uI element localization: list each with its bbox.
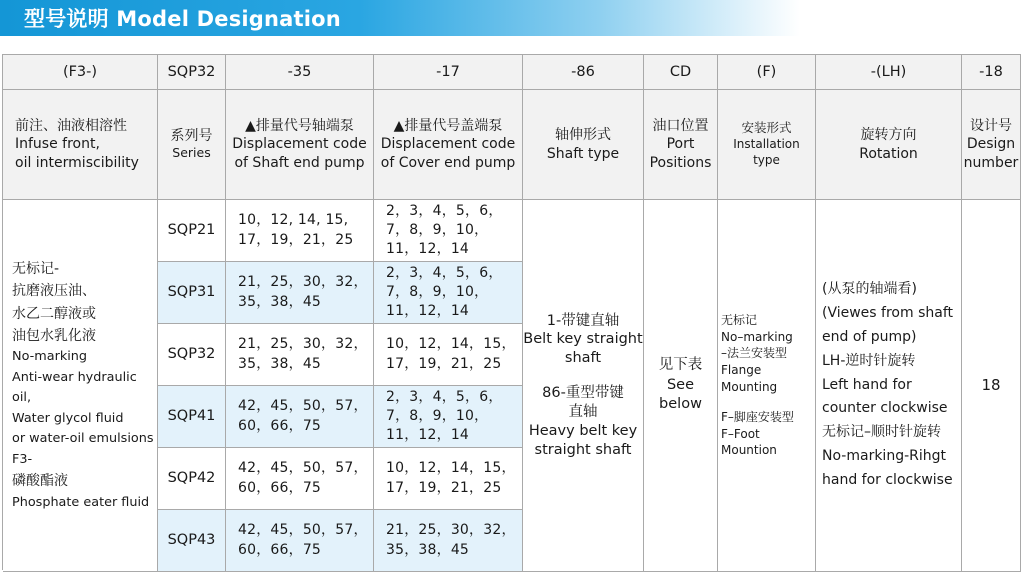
header-shaft-type-cn: 轴伸形式: [555, 127, 611, 144]
header-fluid-en1: Infuse front,: [15, 136, 100, 153]
fluid-line: 油包水乳化液: [12, 328, 96, 345]
header-design-number: [962, 90, 1021, 200]
header-port-en2: Positions: [649, 154, 712, 171]
install-line: F–脚座安装型: [721, 410, 794, 425]
header-fluid: [3, 90, 158, 200]
install-line: –法兰安装型: [721, 346, 788, 361]
series-cell: SQP31: [158, 262, 226, 324]
cover-displacement-cell: [374, 510, 523, 572]
header-rotation: [816, 90, 962, 200]
header-installation-type: [718, 90, 816, 200]
header-cover-displacement: [374, 90, 523, 200]
design-number-value: 18: [962, 200, 1021, 572]
fluid-line: 无标记-: [12, 260, 60, 277]
cover-displacement-cell: [374, 324, 523, 386]
code-design-number: -18: [962, 55, 1021, 90]
header-cover-disp-cn: ▲排量代号盖端泵: [393, 117, 503, 134]
shaft-displacement-cell: [226, 386, 374, 448]
header-port-cn: 油口位置: [652, 117, 709, 134]
shaft-type-options: [523, 200, 644, 572]
rotation-line: LH-逆时针旋转: [822, 352, 916, 369]
install-line: 无标记: [721, 313, 758, 328]
value-line: 60，66，75: [238, 417, 322, 434]
model-designation-table: [2, 54, 1021, 570]
code-series: SQP32: [158, 55, 226, 90]
value-line: 17，19，21，25: [386, 355, 502, 372]
series-cell: SQP42: [158, 448, 226, 510]
shaft-type-line: 1-带键直轴: [546, 312, 620, 329]
value-line: 2，3，4，5，6，: [386, 202, 503, 219]
value-line: 35，38，45: [386, 541, 470, 558]
header-rotation-cn: 旋转方向: [860, 127, 917, 144]
header-fluid-en2: oil intermiscibility: [15, 154, 139, 171]
code-port-position: CD: [644, 55, 718, 90]
header-design-en1: Design: [966, 136, 1016, 153]
shaft-type-line: Belt key straight: [523, 331, 643, 348]
port-line: See: [666, 376, 695, 393]
port-line: below: [659, 396, 702, 413]
header-design-en2: number: [963, 154, 1019, 171]
fluid-options: [3, 200, 158, 572]
value-line: 60，66，75: [238, 541, 322, 558]
series-cell: SQP21: [158, 200, 226, 262]
code-shaft-type: -86: [523, 55, 644, 90]
header-cover-disp-en1: Displacement code: [380, 136, 516, 153]
rotation-options: [816, 200, 962, 572]
rotation-line: hand for clockwise: [822, 471, 953, 488]
value-line: 21，25，30，32，: [238, 336, 368, 353]
port-positions-note: [644, 200, 718, 572]
value-line: 17，19，21，25: [386, 479, 502, 496]
series-cell: SQP43: [158, 510, 226, 572]
title-banner: [0, 0, 800, 36]
rotation-line: end of pump): [822, 329, 917, 345]
value-line: 10，12, 14, 15,: [238, 212, 349, 229]
cover-displacement-cell: [374, 262, 523, 324]
header-fluid-cn: 前注、油液相溶性: [15, 117, 127, 134]
value-line: 35，38，45: [238, 355, 322, 372]
header-install-en: Installation type: [733, 136, 800, 167]
shaft-type-line: Heavy belt key: [528, 422, 638, 439]
shaft-displacement-cell: [226, 200, 374, 262]
shaft-type-line: straight shaft: [534, 441, 632, 458]
fluid-line: F3-: [12, 451, 33, 467]
value-line: 2，3，4，5，6，: [386, 264, 503, 281]
series-cell: SQP41: [158, 386, 226, 448]
header-series-cn: 系列号: [170, 128, 213, 145]
install-line: F–Foot Mountion: [721, 426, 777, 458]
cover-displacement-cell: [374, 448, 523, 510]
header-series-en: Series: [172, 145, 211, 161]
header-shaft-type-en: Shaft type: [546, 145, 620, 162]
spacer: [721, 395, 815, 409]
value-line: 21，25，30，32，: [238, 274, 368, 291]
rotation-line: 无标记–顺时针旋转: [822, 424, 941, 441]
value-line: 7，8，9，10，: [386, 407, 489, 424]
value-line: 7，8，9，10，: [386, 221, 489, 238]
shaft-type-line: 86-重型带键: [542, 385, 624, 402]
rotation-line: (Viewes from shaft: [822, 305, 953, 322]
header-install-cn: 安装形式: [741, 120, 792, 136]
code-shaft-displacement: -35: [226, 55, 374, 90]
fluid-line: 磷酸酯液: [12, 473, 68, 490]
header-port-positions: [644, 90, 718, 200]
fluid-line: 水乙二醇液或: [12, 305, 96, 322]
header-shaft-displacement: [226, 90, 374, 200]
shaft-displacement-cell: [226, 324, 374, 386]
page-title: 型号说明 Model Designation: [24, 7, 341, 31]
value-line: 42，45，50，57，: [238, 522, 368, 539]
header-cover-disp-en2: of Cover end pump: [380, 154, 516, 171]
header-shaft-disp-en2: of Shaft end pump: [234, 154, 365, 171]
value-line: 42，45，50，57，: [238, 460, 368, 477]
header-shaft-disp-cn: ▲排量代号轴端泵: [245, 117, 354, 134]
shaft-type-line: 直轴: [568, 403, 598, 420]
fluid-line: No-marking: [12, 349, 88, 365]
cover-displacement-cell: [374, 386, 523, 448]
series-cell: SQP32: [158, 324, 226, 386]
value-line: 17，19，21，25: [238, 231, 354, 248]
install-line: No–marking: [721, 329, 793, 344]
port-line: 见下表: [658, 357, 703, 374]
rotation-line: (从泵的轴端看): [822, 281, 917, 298]
rotation-line: Left hand for: [822, 376, 912, 393]
install-line: Flange Mounting: [721, 362, 778, 394]
code-rotation: -(LH): [816, 55, 962, 90]
value-line: 11，12，14: [386, 303, 470, 320]
value-line: 10，12，14，15，: [386, 336, 516, 353]
header-series: [158, 90, 226, 200]
value-line: 10，12，14，15，: [386, 460, 516, 477]
shaft-displacement-cell: [226, 448, 374, 510]
code-fluid: (F3-): [3, 55, 158, 90]
header-shaft-type: [523, 90, 644, 200]
value-line: 42，45，50，57，: [238, 398, 368, 415]
code-installation: (F): [718, 55, 816, 90]
value-line: 11，12，14: [386, 427, 470, 444]
fluid-line: or water-oil emulsions: [12, 431, 154, 447]
shaft-displacement-cell: [226, 262, 374, 324]
fluid-line: Phosphate eater fluid: [12, 494, 150, 510]
fluid-line: Water glycol fluid: [12, 410, 124, 426]
installation-options: [718, 200, 816, 572]
fluid-line: Anti-wear hydraulic oil,: [12, 369, 137, 406]
value-line: 2，3，4，5，6，: [386, 388, 503, 405]
rotation-line: counter clockwise: [822, 400, 948, 417]
header-rotation-en: Rotation: [859, 145, 918, 162]
value-line: 35，38，45: [238, 293, 322, 310]
value-line: 7，8，9，10，: [386, 283, 489, 300]
header-shaft-disp-en1: Displacement code: [232, 136, 367, 153]
header-design-cn: 设计号: [970, 117, 1012, 134]
value-line: 11，12，14: [386, 241, 470, 258]
header-port-en1: Port: [666, 136, 695, 153]
cover-displacement-cell: [374, 200, 523, 262]
value-line: 21，25，30，32，: [386, 522, 516, 539]
rotation-line: No-marking-Rihgt: [822, 447, 946, 464]
shaft-type-line: shaft: [564, 350, 602, 367]
value-line: 60，66，75: [238, 479, 322, 496]
fluid-line: 抗磨液压油、: [12, 283, 96, 300]
shaft-displacement-cell: [226, 510, 374, 572]
code-cover-displacement: -17: [374, 55, 523, 90]
